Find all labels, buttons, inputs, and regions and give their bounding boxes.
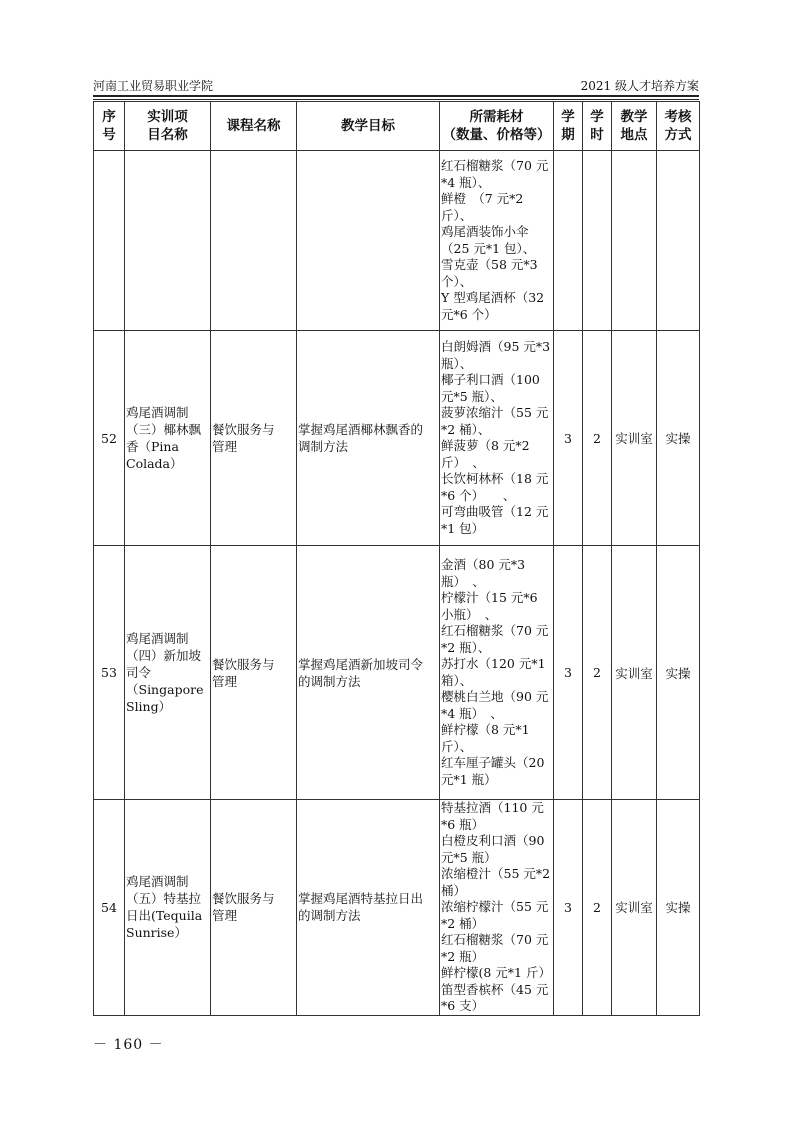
cell-materials-line: 瓶）、 [441,355,473,371]
header-text: 学 [590,109,604,125]
cell-course-name-line: 餐饮服务与 [212,891,275,907]
header-text: 考核 [664,109,692,125]
cell-materials-line: *2 瓶） [441,948,485,964]
header-text: 学 [561,109,575,125]
cell-materials-line: 元*5 瓶） [441,849,497,865]
cell-materials-line: 浓缩橙汁（55 元*2 [441,866,551,881]
table-body [94,151,700,1016]
cell-training-name-line: （Singapore [126,682,204,697]
header-text: 目名称 [147,127,188,143]
header-school-name: 河南工业贸易职业学院 [93,79,214,93]
header-text: 所需耗材 [469,109,524,125]
header-plan-title: 2021 级人才培养方案 [580,79,699,93]
cell-course-name [211,331,297,546]
header-text: 方式 [664,127,692,143]
header-text: 教学 [620,109,648,125]
cell-materials-line: *6 个） 、 [441,487,516,503]
cell-materials-line: *6 瓶） [441,816,485,832]
cell-teaching-goal-line: 掌握鸡尾酒新加坡司令 [298,656,424,672]
cell-materials-line: 苏打水（120 元*1 [441,656,546,671]
cell-number: 52 [94,331,125,546]
cell-course-name-line: 管理 [212,908,238,924]
header-text: 地点 [620,127,648,143]
cell-materials-line: 斤）、 [441,738,473,754]
header-text: 序 [102,109,116,125]
cell-materials-line: 元*1 瓶） [441,771,497,787]
cell-materials-line: *4 瓶） 、 [441,705,503,721]
cell-place: 实训室 [612,331,657,546]
cell-hours [583,151,612,331]
cell-materials-line: *2 瓶）、 [441,639,491,655]
table-row [94,151,700,331]
cell-training-name-line: 鸡尾酒调制 [126,874,189,890]
cell-course-name [211,800,297,1016]
header-col-exam [657,102,700,151]
cell-materials-line: 白朗姆酒（95 元*3 [441,339,551,354]
cell-teaching-goal [297,331,440,546]
cell-materials-line: 红石榴糖浆（70 元 [441,623,549,638]
cell-exam: 实操 [657,800,700,1016]
cell-training-name-line: （三）椰林飘 [126,422,202,437]
cell-training-name-line: Colada） [126,456,183,471]
header-text: 期 [561,127,575,143]
cell-training-name [125,546,211,800]
header-col-course-name [211,102,297,151]
cell-materials-line: 金酒（80 元*3 [441,557,526,572]
cell-training-name-line: 香（Pina [126,439,179,454]
cell-teaching-goal-line: 掌握鸡尾酒椰林飘香的 [298,422,424,437]
header-text: 课程名称 [226,118,281,134]
cell-teaching-goal-line: 的调制方法 [298,673,361,689]
cell-materials-line: 可弯曲吸管（12 元 [441,504,549,519]
cell-training-name-line: （四）新加坡 [126,648,202,663]
cell-hours: 2 [583,331,612,546]
cell-course-name [211,151,297,331]
cell-materials [440,546,554,800]
cell-training-name-line: 日出(Tequila [126,908,203,924]
cell-materials [440,331,554,546]
cell-training-name [125,331,211,546]
cell-materials-line: 鲜橙 （7 元*2 [441,191,524,206]
header-text: 时 [590,127,604,143]
cell-exam [657,151,700,331]
cell-materials-line: 红石榴糖浆（70 元 [441,158,549,173]
cell-materials-line: 小瓶） 、 [441,606,498,622]
header-col-place [612,102,657,151]
cell-materials-line: 笛型香槟杯（45 元 [441,981,549,997]
cell-materials-line: 浓缩柠檬汁（55 元 [441,899,549,914]
training-table [93,101,700,1016]
cell-training-name-line: Sling） [126,699,172,714]
cell-course-name-line: 管理 [212,673,238,689]
cell-materials-line: 元*6 个） [441,306,497,322]
cell-place: 实训室 [612,800,657,1016]
cell-materials-line: 个）、 [441,273,473,289]
table-row [94,331,700,546]
cell-teaching-goal-line: 的调制方法 [298,908,361,924]
cell-materials-line: *6 支） [441,998,485,1013]
cell-materials-line: 鲜柠檬（8 元*1 [441,722,530,737]
cell-materials-line: *1 包） [441,520,485,536]
cell-number: 53 [94,546,125,800]
cell-number: 54 [94,800,125,1016]
cell-training-name-line: Sunrise） [126,925,187,941]
header-col-term [554,102,583,151]
cell-course-name-line: 餐饮服务与 [212,656,275,672]
cell-materials [440,800,554,1016]
cell-place [612,151,657,331]
cell-term: 3 [554,331,583,546]
table-row [94,546,700,800]
cell-teaching-goal-line: 调制方法 [298,439,349,454]
cell-exam: 实操 [657,546,700,800]
cell-materials-line: 樱桃白兰地（90 元 [441,689,549,704]
cell-materials-line: 瓶） 、 [441,573,485,589]
cell-number [94,151,125,331]
cell-materials-line: 椰子利口酒（100 [441,372,540,387]
cell-materials-line: （25 元*1 包）、 [441,240,536,256]
header-text: （数量、价格等） [442,127,551,143]
cell-term: 3 [554,546,583,800]
cell-training-name-line: 司令 [126,665,152,680]
cell-materials-line: 红石榴糖浆（70 元 [441,932,549,947]
header-col-number [94,102,125,151]
table-row [94,800,700,1016]
header-text: 教学目标 [341,118,395,134]
cell-materials-line: Y 型鸡尾酒杯（32 [441,290,545,305]
header-rule-thin [93,99,699,100]
cell-course-name-line: 餐饮服务与 [212,422,275,437]
cell-materials-line: 元*5 瓶）、 [441,388,503,404]
cell-materials-line: 特基拉酒（110 元 [441,800,544,815]
cell-training-name-line: 鸡尾酒调制 [126,405,189,420]
cell-course-name-line: 管理 [212,439,238,454]
cell-teaching-goal-line: 掌握鸡尾酒特基拉日出 [298,891,424,907]
header-rule-thick [93,95,699,97]
cell-materials-line: 柠檬汁（15 元*6 [441,590,538,605]
cell-materials-line: 红车厘子罐头（20 [441,755,545,770]
cell-materials-line: 鲜菠萝（8 元*2 [441,438,530,453]
cell-training-name [125,151,211,331]
page-header [93,78,699,94]
cell-hours: 2 [583,800,612,1016]
cell-materials-line: 雪克壶（58 元*3 [441,257,538,272]
cell-materials-line: *2 桶）、 [441,421,491,437]
cell-materials-line: 长饮柯林杯（18 元 [441,471,549,486]
header-col-materials [440,102,554,151]
cell-term: 3 [554,800,583,1016]
cell-teaching-goal [297,546,440,800]
cell-materials [440,151,554,331]
header-col-training-name [125,102,211,151]
cell-teaching-goal [297,800,440,1016]
cell-term [554,151,583,331]
cell-materials-line: 桶） [441,882,467,898]
cell-materials-line: 斤） 、 [441,454,485,470]
cell-place: 实训室 [612,546,657,800]
header-col-hours [583,102,612,151]
header-text: 号 [102,127,116,143]
cell-materials-line: *4 瓶）、 [441,174,491,190]
header-text: 实训项 [147,109,188,125]
cell-materials-line: 菠萝浓缩汁（55 元 [441,405,549,420]
cell-exam: 实操 [657,331,700,546]
cell-training-name [125,800,211,1016]
cell-materials-line: 斤）、 [441,207,473,223]
cell-materials-line: 箱）、 [441,672,473,688]
cell-training-name-line: 鸡尾酒调制 [126,631,189,646]
cell-training-name-line: （五）特基拉 [126,891,202,907]
table-header-row [94,102,700,151]
cell-materials-line: *2 桶） [441,915,485,931]
cell-course-name [211,546,297,800]
header-col-teaching-goal [297,102,440,151]
cell-materials-line: 白橙皮利口酒（90 [441,833,545,848]
cell-materials-line: 鸡尾酒装饰小伞 [441,224,529,239]
cell-hours: 2 [583,546,612,800]
cell-materials-line: 鲜柠檬(8 元*1 斤） [441,965,551,980]
page-number: － 160 － [93,1037,164,1053]
cell-teaching-goal [297,151,440,331]
